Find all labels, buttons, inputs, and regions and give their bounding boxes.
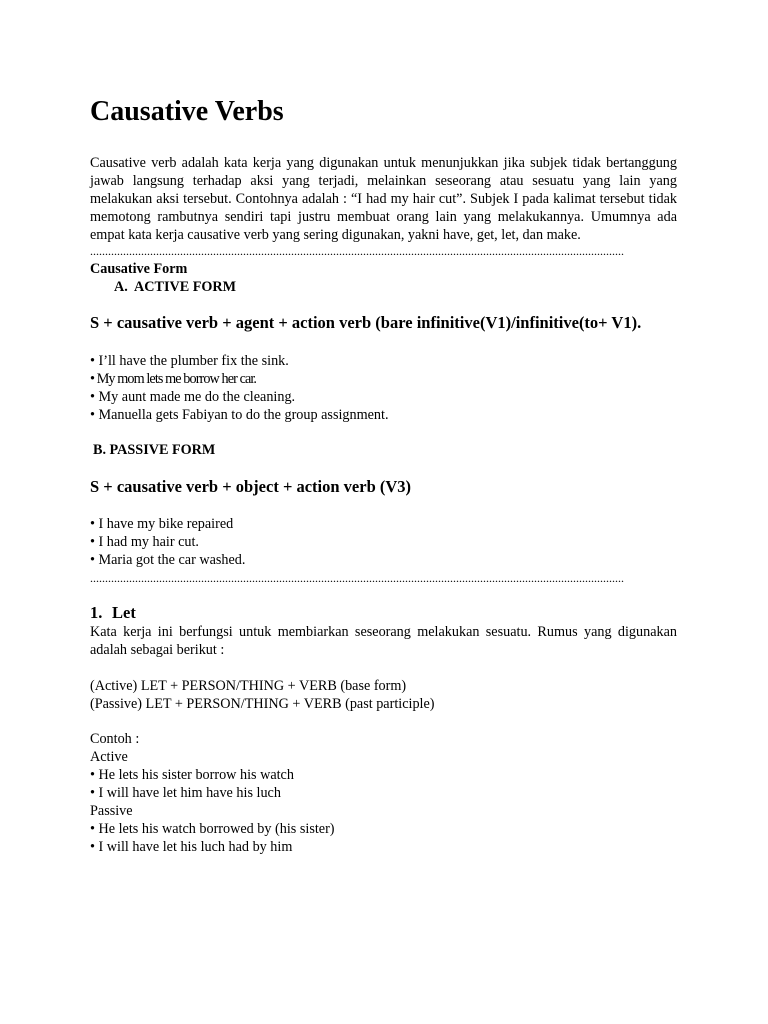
intro-paragraph: Causative verb adalah kata kerja yang digunakan untuk menunjukkan jika subjek tidak bertanggung jawab langsung terhadap aksi yang terjadi, melainkan seseorang atau sesuatu yang lain yang melakukan aksi tersebut. Contohnya adalah : “I had my hair cut”. Subjek I pada kalimat tersebut tidak memotong rambutnya sendiri tapi justru membuat orang lain yang melakukannya. Umumnya ada empat kata kerja causative verb yang sering digunakan, yakni have, get, let, dan make. bbox=[90, 155, 677, 243]
passive-formula: S + causative verb + object + action verb (V3) bbox=[90, 477, 412, 496]
dotted-divider: .................................................................................................................................................................................. bbox=[90, 573, 624, 585]
active-form-heading bbox=[114, 278, 677, 296]
let-section-number: 1. bbox=[90, 603, 103, 622]
active-examples-list bbox=[90, 352, 677, 424]
list-item: • I have my bike repaired bbox=[90, 516, 234, 532]
list-item: • He lets his sister borrow his watch bbox=[90, 767, 294, 783]
passive-label: Passive bbox=[90, 803, 133, 819]
contoh-label: Contoh : bbox=[90, 731, 140, 747]
active-label: Active bbox=[90, 749, 128, 765]
passive-examples-list bbox=[90, 515, 677, 569]
list-item: • I will have let him have his luch bbox=[90, 785, 281, 801]
active-form-letter: A. bbox=[114, 279, 128, 295]
list-item: • I will have let his luch had by him bbox=[90, 839, 293, 855]
causative-form-label: Causative Form bbox=[90, 261, 188, 277]
page-title: Causative Verbs bbox=[90, 96, 284, 127]
document-page bbox=[90, 92, 677, 856]
list-item: • My mom lets me borrow her car. bbox=[90, 371, 257, 387]
passive-form-heading: B. PASSIVE FORM bbox=[93, 442, 216, 458]
let-formula-passive: (Passive) LET + PERSON/THING + VERB (past participle) bbox=[90, 696, 435, 712]
let-passive-examples bbox=[90, 820, 677, 856]
list-item: • Maria got the car washed. bbox=[90, 552, 246, 568]
list-item: • I’ll have the plumber fix the sink. bbox=[90, 353, 289, 369]
list-item: • I had my hair cut. bbox=[90, 534, 199, 550]
active-formula: S + causative verb + agent + action verb (bare infinitive(V1)/infinitive(to+ V1). bbox=[90, 313, 642, 332]
let-section-heading-text: Let bbox=[112, 603, 136, 622]
list-item: • My aunt made me do the cleaning. bbox=[90, 389, 296, 405]
let-section-heading bbox=[90, 603, 677, 623]
dotted-divider: .................................................................................................................................................................................. bbox=[90, 246, 624, 258]
list-item: • Manuella gets Fabiyan to do the group assignment. bbox=[90, 407, 389, 423]
let-description: Kata kerja ini berfungsi untuk membiarkan seseorang melakukan sesuatu. Rumus yang digunakan adalah sebagai berikut : bbox=[90, 624, 677, 658]
let-formula-active: (Active) LET + PERSON/THING + VERB (base form) bbox=[90, 678, 407, 694]
list-item: • He lets his watch borrowed by (his sister) bbox=[90, 821, 335, 837]
active-form-heading-text: ACTIVE FORM bbox=[134, 279, 237, 295]
let-active-examples bbox=[90, 766, 677, 802]
